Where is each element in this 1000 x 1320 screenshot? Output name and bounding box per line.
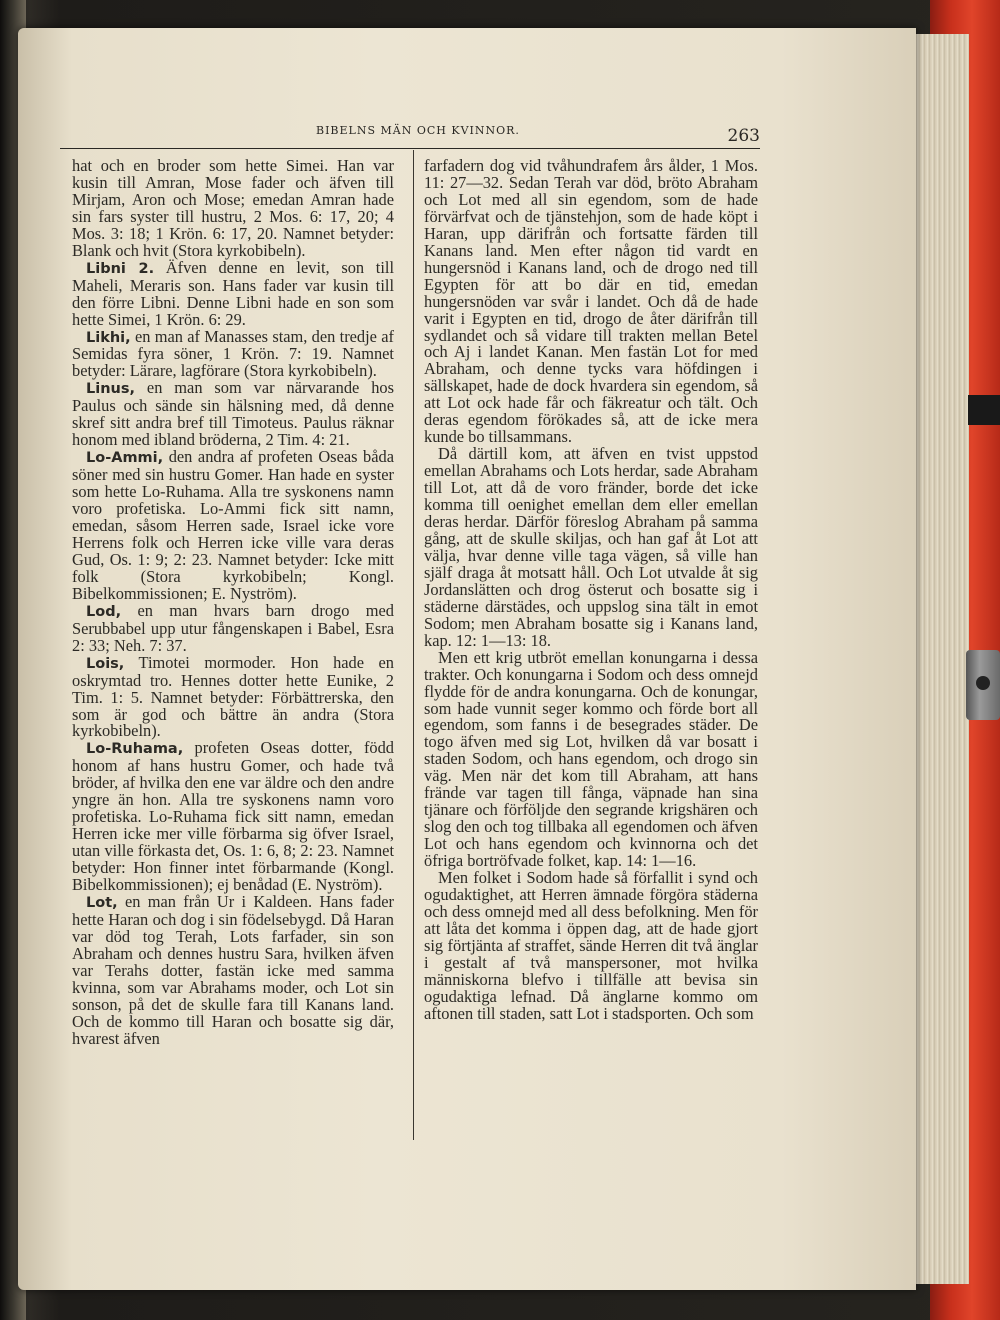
entry-lot (72, 891, 394, 1048)
headword: Lod, (86, 603, 122, 620)
entry-text: profeten Oseas dotter, född honom af hans hustru Gomer, och hade två bröder, af hvilka den ene var äldre och den andre yngre än hon. Alla tre syskonens namn voro profetiska. Lo-Ruhama fick sitt namn, emedan Herren icke mer ville förbarma sig öfver Israel, utan ville förkasta det, Os. 1: 6, 8; 2: 23. Namnet betyder: Hon finner intet förbarmande (Kongl. Bibelkommissionen); ej benådad (E. Nyström). (72, 738, 394, 895)
entry-lois (72, 652, 394, 741)
page-header (60, 118, 760, 149)
entry-likhi (72, 326, 394, 381)
entry-linus (72, 380, 394, 449)
entry-lo-ammi (72, 449, 394, 603)
paragraph: hat och en broder som hette Simei. Han var kusin till Amran, Mose fader och äfven till Mirjam, Aron och Mose; emedan Amran hade sin fars syster till hustru, 2 Mos. 6: 17, 20; 4 Mos. 3: 18; 1 Krön. 6: 17, 20. Namnet betyder: Blank och hvit (Stora kyrkobibeln). (72, 156, 394, 260)
black-tab (968, 395, 1000, 425)
headword: Linus, (86, 381, 135, 398)
entry-lod (72, 600, 394, 655)
page-number: 263 (727, 126, 760, 146)
headword: Libni 2. (86, 260, 155, 277)
headword: Likhi, (86, 329, 131, 346)
right-column (424, 158, 758, 1023)
headword: Lois, (86, 655, 125, 672)
paragraph: farfadern dog vid tvåhundrafem års ålder, 1 Mos. 11: 27—32. Sedan Terah var död, bröto Abraham och Lot med all sin egendom, som de hade förvärfvat och de tjänstehjon, som de hade köpt i Haran, upp därifrån och fortsatte färden till Kanans land. Men efter någon tid vardt en hungersnöd i Kanans land, och de drogo ned till Egypten för att bo där en tid, emedan hungersnöden var svår i landet. Och då de hade varit i Egypten en tid, drogo de åter därifrån till sydlandet och så vidare till trakten mellan Betel och Aj i landet Kanan. Men fastän Lot for med Abraham, och denne tycks vara höfdingen i sällskapet, hade de dock hvardera sin egendom, så att Lot ock hade får och fäkreatur och tält. Och deras egendom förökades så, att de icke mera kunde bo tillsammans. (424, 156, 758, 447)
entry-text: Äfven denne en levit, son till Maheli, Meraris son. Hans fader var kusin till den förre Libni. Denne Libni hade en son som hette Simei, 1 Krön. 6: 29. (72, 257, 395, 329)
column-divider (413, 150, 414, 1140)
headword: Lot, (86, 894, 118, 911)
entry-text: en man som var närvarande hos Paulus och sände sin hälsning med, då denne skref sitt andra bref till Timoteus. Paulus räknar honom med ibland bröderna, 2 Tim. 4: 21. (72, 378, 394, 450)
entry-lo-ruhama (72, 740, 394, 894)
headword: Lo-Ruhama, (86, 741, 184, 758)
entry-libni (72, 257, 395, 329)
headword: Lo-Ammi, (86, 450, 164, 467)
entry-text: en man från Ur i Kaldeen. Hans fader hette Haran och dog i sin födelsebygd. Då Haran var död tog Terah, Lots farfader, sin son Abraham och dennes hustru Sara, hvilken äfven var Terahs dotter, fastän icke med samma kvinna, som var Abrahams moder, och Lot sin sonson, på det de skulle fara till Kanans land. Och de kommo till Haran och bosatte sig där, hvarest äfven (72, 891, 394, 1048)
entry-text: en man af Manasses stam, den tredje af Semidas fyra söner, 1 Krön. 7: 19. Namnet betyder: Lärare, lagförare (Stora kyrkobibeln). (72, 326, 394, 381)
entry-text: den andra af profeten Oseas båda söner med sin hustru Gomer. Han hade en syster som hette Lo-Ruhama. Alla tre syskonens namn voro profetiska. Lo-Ammi fick sitt namn, emedan, såsom Herren sade, Israel icke vore Herrens folk och Herren icke ville vara deras Gud, Os. 1: 9; 2: 23. Namnet betyder: Icke mitt folk (Stora kyrkobibeln; Kongl. Bibelkommissionen; E. Nyström). (72, 447, 394, 603)
paragraph: Då därtill kom, att äfven en tvist uppstod emellan Abrahams och Lots herdar, sade Abraham till Lot, att då de voro fränder, borde det icke komma till oenighet emellan dem eller emellan deras herdar. Därför föreslog Abraham på samma gång, att de skulle skiljas, och han gaf åt Lot att välja, hvar denne ville taga vägen, så ville han själf draga åt motsatt håll. Och Lot utvalde åt sig Jordanslätten och drog österut och bosatte sig i städerne därstädes, och uppslog sina tält in emot Sodom; men Abraham bosatte sig i Kanans land, kap. 12: 1—13: 18. (424, 444, 758, 650)
clip-hole (976, 676, 990, 690)
left-column (72, 158, 394, 1048)
entry-text: en man hvars barn drogo med Serubbabel upp utur fångenskapen i Babel, Esra 2: 33; Neh. 7: 37. (72, 600, 394, 655)
paragraph: Men folket i Sodom hade så förfallit i synd och ogudaktighet, att Herren ämnade förgöra städerna och dess omnejd med all dess befolkning. Men för att låta det komma i öppen dag, att de hade gjort sig förtjänta af straffet, sände Herren dit två änglar i gestalt af två manspersoner, mot hvilka människorna blefvo i tillfälle att bevisa sin ogudaktiga lefnad. Då änglarne kommo om aftonen till staden, satt Lot i stadsporten. Och som (424, 868, 758, 1023)
paragraph: Men ett krig utbröt emellan konungarna i dessa trakter. Och konungarna i Sodom och dess omnejd flydde för de andra konungarna. Och de konungar, som hade vunnit seger kommo och förde bort all egendom, som fanns i de besegrades städer. De togo äfven med sig Lot, hvilken då var bosatt i staden Sodom, och hans egendom, och drogo sin väg. Men när det kom till Abraham, att hans frände var tagen till fånga, väpnade han sina tjänare och förföljde den segrande krigshären och slog den och tog tillbaka all egendomen och äfven Lot och hans egendom och kvinnorna och det öfriga bortröfvade folket, kap. 14: 1—16. (424, 647, 758, 871)
entry-text: Timotei mormoder. Hon hade en oskrymtad tro. Hennes dotter hette Eunike, 2 Tim. 1: 5. Namnet betyder: Förbättrerska, den som är god och bättre än andra (Stora kyrkobibeln). (72, 652, 394, 741)
running-head: BIBELNS MÄN OCH KVINNOR. (316, 124, 520, 137)
